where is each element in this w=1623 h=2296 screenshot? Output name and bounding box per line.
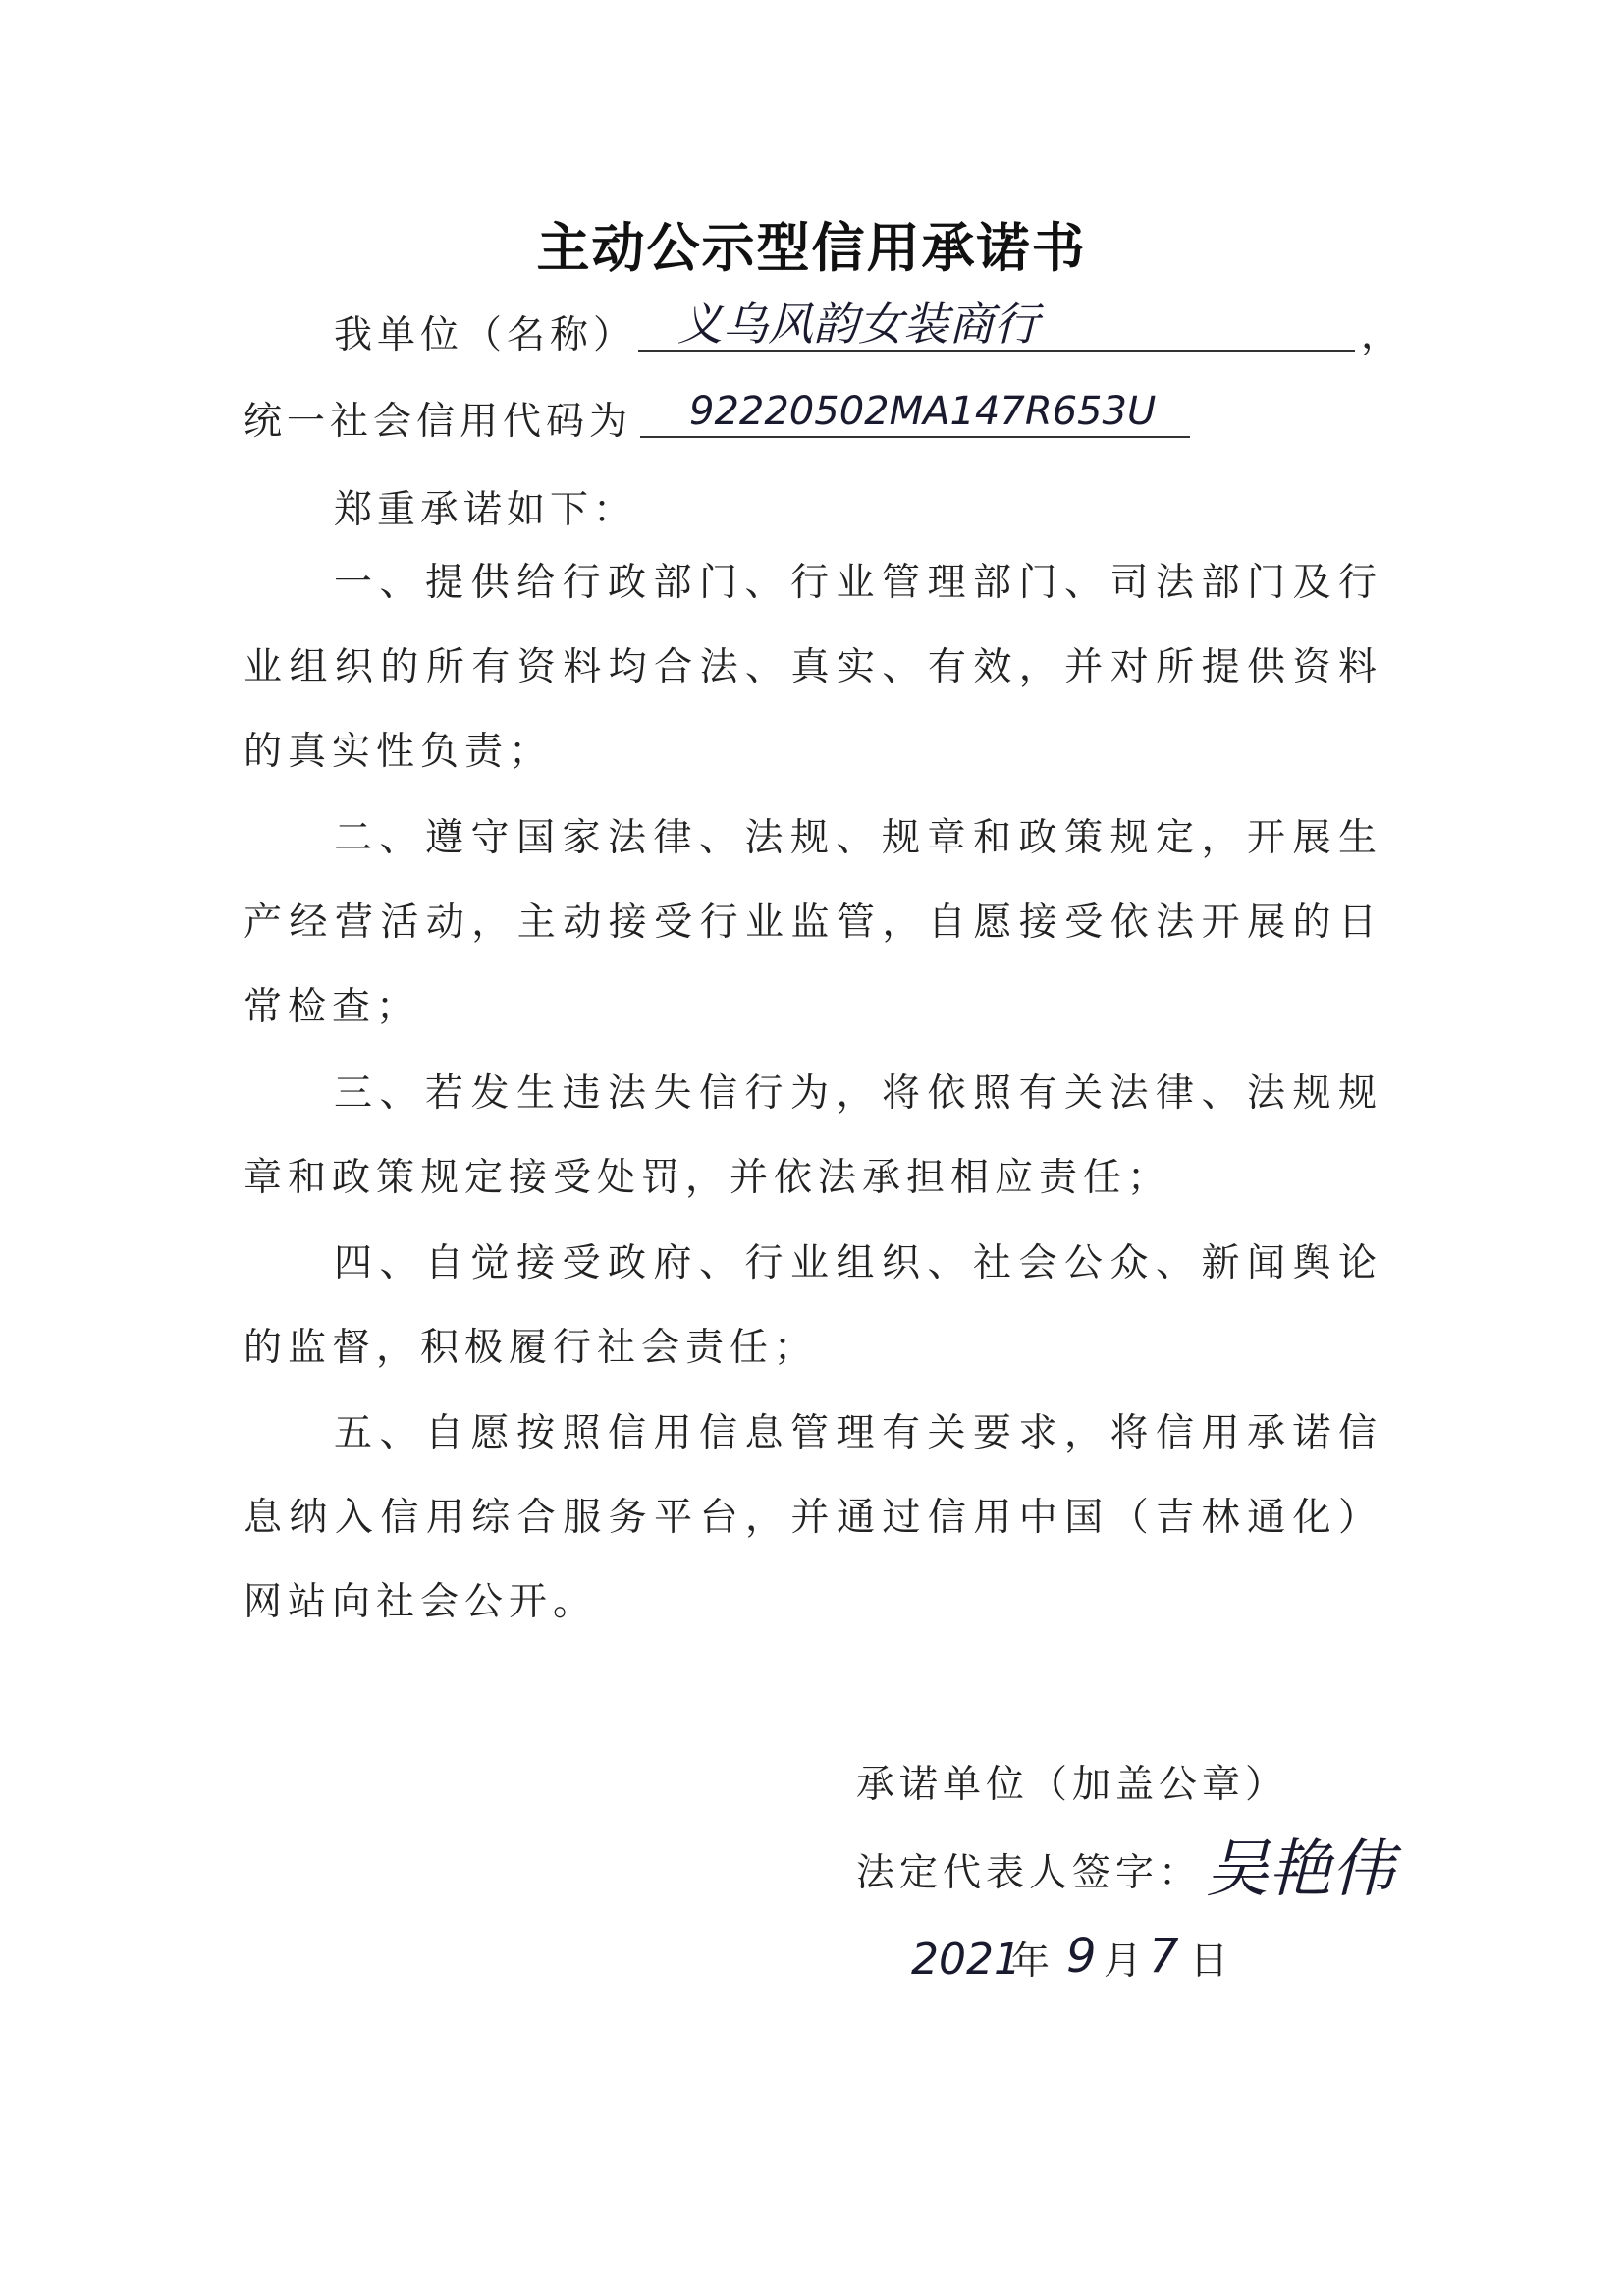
commitment-item-3: 三、若发生违法失信行为，将依照有关法律、法规规章和政策规定接受处罚，并依法承担相应责任； (243, 1071, 1382, 1200)
unit-name-label: 我单位（名称） (334, 313, 637, 357)
commitment-item-2: 二、遵守国家法律、法规、规章和政策规定，开展生产经营活动，主动接受行业监管，自愿接受依法开展的日常检查； (243, 816, 1382, 1029)
year-label: 年 (1011, 1940, 1055, 1984)
commitment-unit-label: 承诺单位（加盖公章） (856, 1763, 1289, 1807)
legal-rep-signature: 吴艳伟 (1206, 1833, 1394, 1906)
day-label: 日 (1190, 1940, 1234, 1984)
document-title: 主动公示型信用承诺书 (536, 217, 1087, 279)
credit-code-label: 统一社会信用代码为 (243, 400, 633, 444)
unit-name-suffix: ， (1361, 313, 1405, 357)
intro-text: 郑重承诺如下： (334, 488, 637, 532)
date-year-handwritten: 2021 (911, 1935, 1021, 1985)
legal-rep-label: 法定代表人签字： (856, 1851, 1203, 1895)
date-month-handwritten: 9 (1066, 1929, 1097, 1984)
commitment-item-1: 一、提供给行政部门、行业管理部门、司法部门及行业组织的所有资料均合法、真实、有效，并对所提供资料的真实性负责； (243, 561, 1382, 774)
date-day-handwritten: 7 (1149, 1929, 1179, 1984)
credit-code-handwritten: 92220502MA147R653U (640, 385, 1190, 438)
commitment-item-5: 五、自愿按照信用信息管理有关要求，将信用承诺信息纳入信用综合服务平台，并通过信用中国（吉林通化）网站向社会公开。 (243, 1411, 1382, 1624)
month-label: 月 (1104, 1940, 1148, 1984)
unit-name-handwritten: 义乌风韵女装商行 (638, 297, 1355, 352)
commitment-item-4: 四、自觉接受政府、行业组织、社会公众、新闻舆论的监督，积极履行社会责任； (243, 1241, 1382, 1370)
